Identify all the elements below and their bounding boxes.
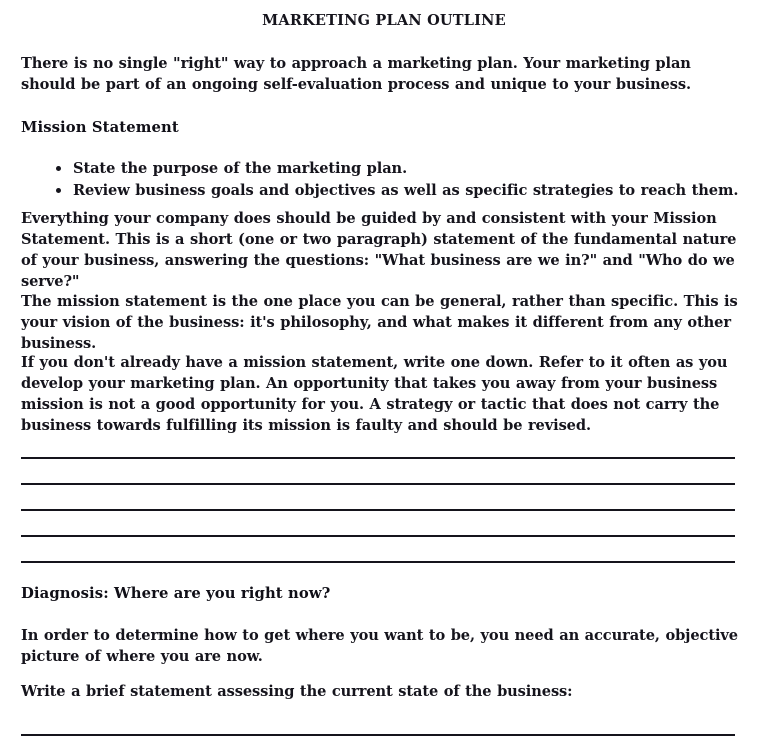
mission-statement-bullet-list: [21, 158, 749, 202]
bullet-dot-icon: [56, 166, 61, 171]
diagnosis-paragraph-1: In order to determine how to get where you want to be, you need an accurate, objective picture of where you are now.: [21, 627, 738, 665]
answer-rule-line[interactable]: [21, 734, 735, 736]
list-item: [21, 158, 749, 180]
intro-paragraph: There is no single "right" way to approach a marketing plan. Your marketing plan should be part of an ongoing self-evaluation process and unique to your business.: [21, 55, 691, 93]
list-item-label: State the purpose of the marketing plan.: [73, 160, 408, 177]
section-heading-diagnosis: Diagnosis: Where are you right now?: [21, 585, 331, 602]
list-item-label: Review business goals and objectives as well as specific strategies to reach them.: [73, 182, 739, 199]
answer-rule-line[interactable]: [21, 535, 735, 537]
section-heading-mission-statement: Mission Statement: [21, 119, 179, 136]
list-item: [21, 180, 749, 202]
diagnosis-prompt: Write a brief statement assessing the current state of the business:: [21, 683, 573, 700]
answer-rule-line[interactable]: [21, 457, 735, 459]
page-title: MARKETING PLAN OUTLINE: [262, 12, 506, 29]
answer-rule-line[interactable]: [21, 561, 735, 563]
mission-statement-paragraph-3: If you don't already have a mission statement, write one down. Refer to it often as you develop your marketing plan. An opportunity that takes you away from your business mission is not a good opportunity for you. A strategy or tactic that does not carry the business towards fulfilling its mission is faulty and should be revised.: [21, 354, 728, 434]
answer-rule-line[interactable]: [21, 509, 735, 511]
mission-statement-paragraph-2: The mission statement is the one place you can be general, rather than specific. This is your vision of the business: it's philosophy, and what makes it different from any other business.: [21, 293, 738, 352]
bullet-dot-icon: [56, 188, 61, 193]
mission-statement-paragraph-1: Everything your company does should be guided by and consistent with your Mission Statement. This is a short (one or two paragraph) statement of the fundamental nature of your business, answering the questions: "What business are we in?" and "Who do we serve?": [21, 210, 737, 290]
answer-rule-line[interactable]: [21, 483, 735, 485]
